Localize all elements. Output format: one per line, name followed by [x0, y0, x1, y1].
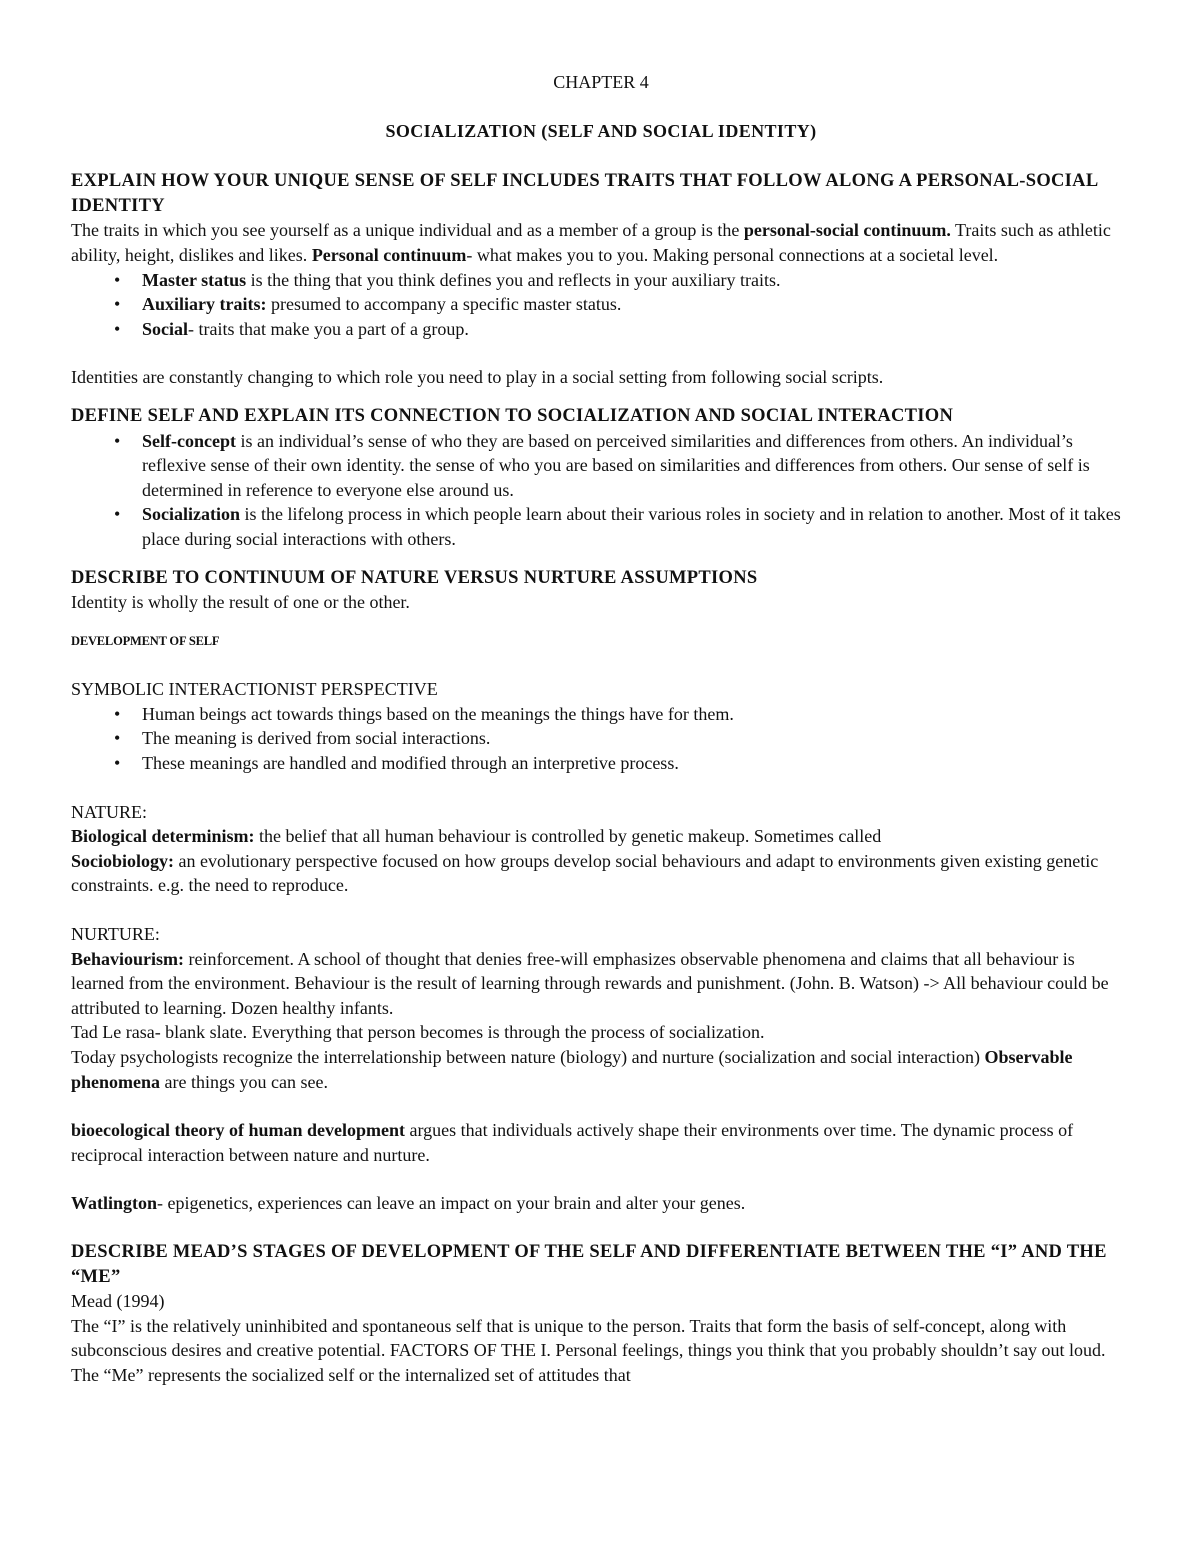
list-item: • Auxiliary traits: presumed to accompany a specific master status. — [71, 292, 1131, 317]
section-heading-define-self: DEFINE SELF AND EXPLAIN ITS CONNECTION TO SOCIALIZATION AND SOCIAL INTERACTION — [71, 405, 954, 426]
paragraph-i-and-me: The “I” is the relatively uninhibited and spontaneous self that is unique to the person. Traits that form the basis of self-concept, along with subconscious desires and creative potential. FACTORS OF THE I. Personal feelings, things you think that you probably shouldn’t say out loud. The “Me” represents the socialized self or the internalized set of attitudes that — [71, 1315, 1106, 1385]
paragraph-behaviourism: Behaviourism: reinforcement. A school of thought that denies free-will emphasizes observable phenomena and claims that all behaviour is learned from the environment. Behaviour is the result of learning through rewards and punishment. (John. B. Watson) -> All behaviour could be attributed to learning. Dozen healthy infants. — [71, 948, 1109, 1018]
list-item: • These meanings are handled and modified through an interpretive process. — [71, 751, 1131, 776]
list-item: • Human beings act towards things based on the meanings the things have for them. — [71, 702, 1131, 727]
list-item: • Master status is the thing that you think defines you and reflects in your auxiliary traits. — [71, 268, 1131, 293]
bullet-icon: • — [114, 504, 121, 525]
bullet-icon: • — [114, 430, 121, 451]
bullet-list-symbolic — [71, 702, 1131, 776]
paragraph-biological-determinism: Biological determinism: the belief that all human behaviour is controlled by genetic makeup. Sometimes called — [71, 826, 882, 847]
section-heading-mead: DESCRIBE MEAD’S STAGES OF DEVELOPMENT OF THE SELF AND DIFFERENTIATE BETWEEN THE “I” AND THE “ME” — [71, 1241, 1107, 1287]
symbolic-interactionist-label: SYMBOLIC INTERACTIONIST PERSPECTIVE — [71, 679, 438, 700]
paragraph-bioecological: bioecological theory of human development argues that individuals actively shape their environments over time. The dynamic process of reciprocal interaction between nature and nurture. — [71, 1120, 1074, 1165]
paragraph-sociobiology: Sociobiology: an evolutionary perspective focused on how groups develop social behaviours and adapt to environments given existing genetic constraints. e.g. the need to reproduce. — [71, 850, 1099, 896]
document-page — [71, 70, 1131, 1388]
bullet-icon: • — [114, 728, 121, 749]
bullet-icon: • — [114, 269, 121, 290]
bullet-icon: • — [114, 318, 121, 339]
section-heading-nature-nurture: DESCRIBE TO CONTINUUM OF NATURE VERSUS NURTURE ASSUMPTIONS — [71, 567, 758, 588]
paragraph-tabula-rasa: Tad Le rasa- blank slate. Everything that person becomes is through the process of socialization. — [71, 1022, 765, 1043]
list-item: • Self-concept is an individual’s sense of who they are based on perceived similarities and differences from others. An individual’s reflexive sense of their own identity. the sense of who you are based on similarities and differences from others. Our sense of self is determined in reference to everyone else around us. — [114, 430, 1090, 500]
bullet-icon: • — [114, 753, 121, 774]
nature-label: NATURE: — [71, 801, 147, 822]
nurture-label: NURTURE: — [71, 924, 160, 945]
paragraph-watlington: Watlington- epigenetics, experiences can leave an impact on your brain and alter your genes. — [71, 1193, 746, 1214]
chapter-label: CHAPTER 4 — [553, 72, 649, 92]
bullet-list-traits — [71, 268, 1131, 342]
section-heading-personal-social-identity: EXPLAIN HOW YOUR UNIQUE SENSE OF SELF INCLUDES TRAITS THAT FOLLOW ALONG A PERSONAL-SOCIAL IDENTITY — [71, 171, 1098, 216]
mead-citation: Mead (1994) — [71, 1291, 165, 1312]
paragraph-personal-social-continuum: The traits in which you see yourself as a unique individual and as a member of a group is the personal-social continuum. Traits such as athletic ability, height, dislikes and likes. Personal continuum- what makes you to you. Making personal connections at a societal level. — [71, 220, 1111, 265]
paragraph-today-psychologists: Today psychologists recognize the interrelationship between nature (biology) and nurture (socialization and social interaction) Observable phenomena are things you can see. — [71, 1047, 1073, 1092]
list-item: • Social- traits that make you a part of a group. — [71, 317, 1131, 342]
paragraph-identity-wholly: Identity is wholly the result of one or the other. — [71, 592, 410, 613]
paragraph-identities: Identities are constantly changing to which role you need to play in a social setting from following social scripts. — [71, 367, 884, 388]
document-title: SOCIALIZATION (SELF AND SOCIAL IDENTITY) — [385, 120, 817, 141]
list-item: • The meaning is derived from social interactions. — [71, 726, 1131, 751]
bullet-list-self — [71, 429, 1131, 552]
subheading-development-of-self: DEVELOPMENT OF SELF — [71, 633, 220, 648]
bullet-icon: • — [114, 703, 121, 724]
list-item: • Socialization is the lifelong process in which people learn about their various roles in society and in relation to another. Most of it takes place during social interactions with others. — [114, 504, 1121, 549]
bullet-icon: • — [114, 294, 121, 315]
